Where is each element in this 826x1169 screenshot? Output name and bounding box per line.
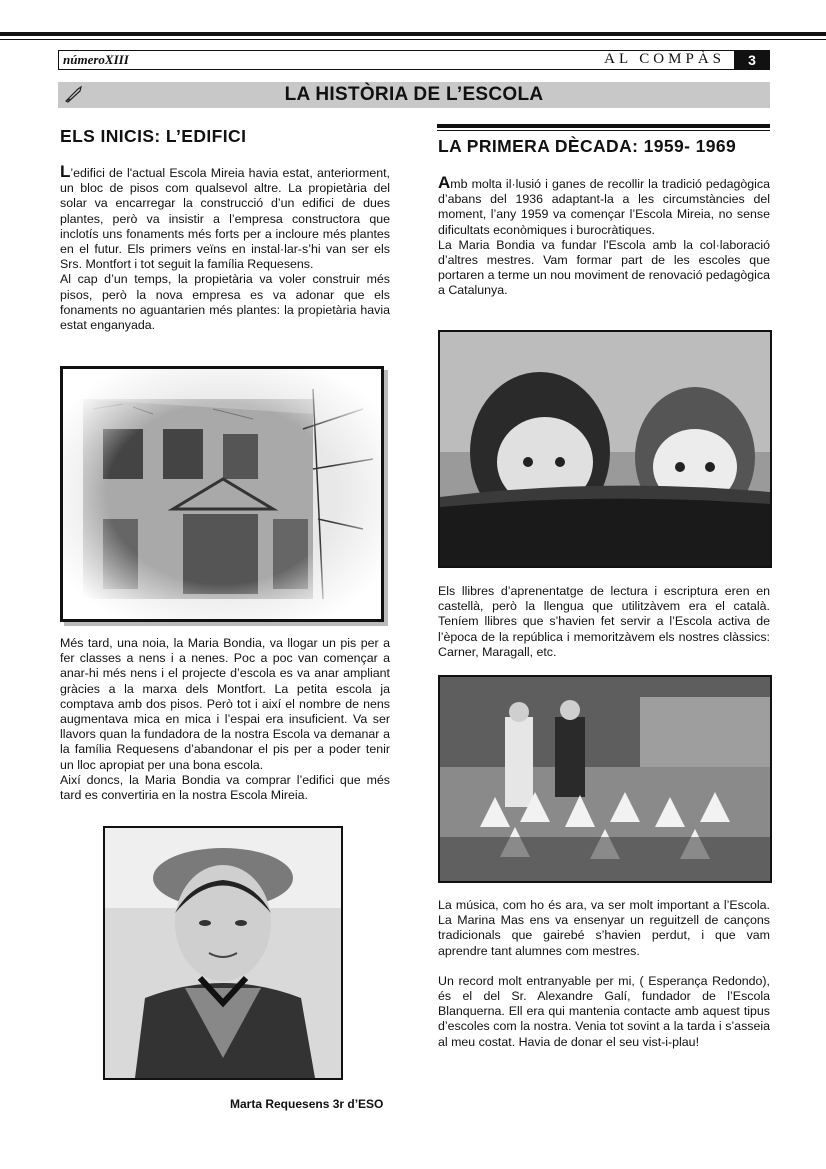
section-title: LA HISTÒRIA DE L’ESCOLA bbox=[284, 84, 544, 105]
page-header bbox=[58, 50, 770, 70]
paragraph: La música, com ho és ara, va ser molt important a l’Escola. La Marina Mas ens va ensenyar un reguitzell de cançons tradicionals que gairebé s’havien perdut, i que vam aprendre tant alumnes com mestres. bbox=[438, 898, 770, 958]
magazine-name: AL COMPÀS bbox=[604, 51, 725, 67]
paragraph: Més tard, una noia, la Maria Bondia, va llogar un pis per a fer classes a nens i a nenes. Poc a poc van començar a anar-hi més nens i el projecte d’escola es va anar ampliant gràcies a la marxa dels Montfort. La petita escola ja comptava amb dos pisos. Però tot i així el nombre de nens augmentava mica en mica i l’espai era insuficient. Va ser llavors quan la fundadora de la nostra Escola va demanar a la família Requesens d’abandonar el pis per a poder tenir un lloc apropiat per una bona escola. bbox=[60, 636, 390, 772]
paragraph: ’edifici de l'actual Escola Mireia havia estat, anteriorment, un bloc de pisos com qualsevol altre. La propietària del solar va encarregar la construcció d’un edifici de dues plantes, però va insistir a l’empresa constructora que inclotís uns fonaments més forts per a incloure més plantes en el futur. Els primers veïns en instal·lar-s’hi van ser els Srs. Montfort i tot seguit la família Requesens. bbox=[60, 166, 390, 272]
top-rule-thick bbox=[0, 32, 826, 36]
paragraph: La Maria Bondia va fundar l'Escola amb la col·laboració d’altres mestres. Vam formar part de les escoles que portaren a terme un nou moviment de renovació pedagògica a Catalunya. bbox=[438, 237, 771, 298]
left-heading: ELS INICIS: L’EDIFICI bbox=[60, 126, 247, 146]
woman-portrait-photo bbox=[103, 826, 343, 1080]
paragraph: Un record molt entranyable per mi, ( Esperança Redondo), és el del Sr. Alexandre Galí, fundador de l’Escola Blanquerna. Ell era qui mantenia contacte amb aquest tipus d’escoles com la nostra. Venia tot sovint a la tarda i s’asseia al meu costat. Havia de donar el seu vist-i-plau! bbox=[438, 973, 770, 1049]
issue-number: númeroXIII bbox=[63, 52, 129, 67]
right-heading: LA PRIMERA DÈCADA: 1959- 1969 bbox=[438, 136, 737, 156]
paragraph: Els llibres d’aprenentatge de lectura i escriptura eren en castellà, però la llengua que utilitzàvem era el català. Teníem llibres que s’havien fet servir a l’Escola activa de l’època de la república i memoritzàvem els nostres clàssics: Carner, Maragall, etc. bbox=[438, 584, 770, 659]
paragraph: Així doncs, la Maria Bondia va comprar l’edifici que més tard es convertiria en la nostra Escola Mireia. bbox=[60, 772, 390, 803]
left-text-bottom bbox=[60, 636, 390, 803]
two-girls-photo bbox=[438, 330, 772, 568]
author-caption: Marta Requesens 3r d’ESO bbox=[230, 1097, 384, 1111]
page-number: 3 bbox=[734, 50, 770, 70]
top-rule-thin bbox=[0, 39, 826, 40]
school-children-photo bbox=[438, 675, 772, 883]
right-text-top bbox=[438, 175, 770, 299]
paragraph: mb molta il·lusió i ganes de recollir la tradició pedagògica d’abans del 1936 adaptant-la a les circumstàncies del moment, l’any 1959 va començar l’Escola Mireia, no sense dificultats econòmiques i burocràtiques. bbox=[438, 177, 770, 237]
right-text-middle bbox=[438, 584, 770, 660]
right-text-bottom bbox=[438, 898, 770, 1050]
right-heading-rule-thin bbox=[437, 130, 770, 131]
left-text-top bbox=[60, 164, 390, 333]
paragraph: Al cap d’un temps, la propietària va voler construir més pisos, però la nova empresa es va adonar que els fonaments no aguantarien més plantes: la propietària havia estat enganyada. bbox=[60, 272, 390, 333]
drop-cap: A bbox=[438, 173, 451, 192]
right-heading-rule bbox=[437, 124, 770, 128]
drop-cap: L bbox=[60, 162, 71, 181]
building-sketch-image bbox=[60, 366, 384, 622]
section-banner bbox=[58, 82, 770, 108]
